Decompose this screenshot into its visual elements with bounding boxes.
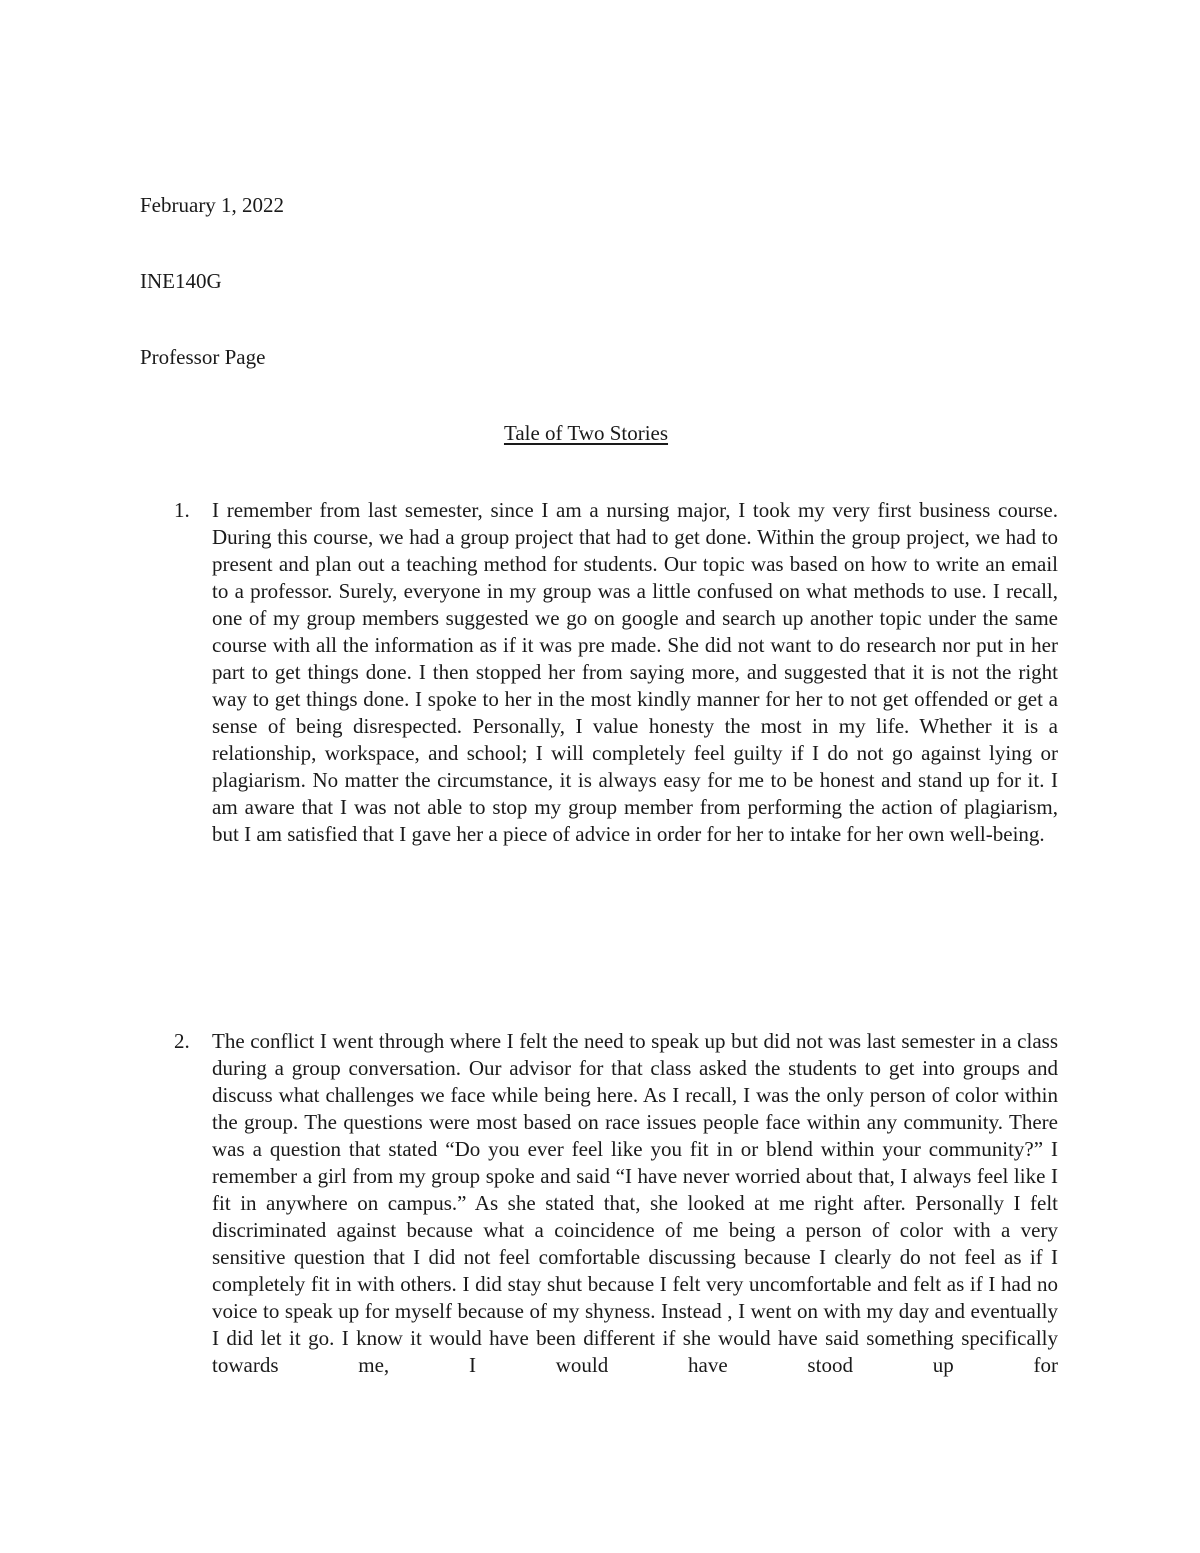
course-code: INE140G <box>140 269 222 293</box>
date-line: February 1, 2022 <box>140 193 285 217</box>
list-item-text: I remember from last semester, since I am a nursing major, I took my very first business course. During this course, we had a group project that had to get done. Within the group project, we had to present and plan out a teaching method for students. Our topic was based on how to write an email to a professor. Surely, everyone in my group was a little confused on what methods to use. I recall, one of my group members suggested we go on google and search up another topic under the same course with all the information as if it was pre made. She did not want to do research nor put in her part to get things done. I then stopped her from saying more, and suggested that it is not the right way to get things done. I spoke to her in the most kindly manner for her to not get offended or get a sense of being disrespected. Personally, I value honesty the most in my life. Whether it is a relationship, workspace, and school; I will completely feel guilty if I do not go against lying or plagiarism. No matter the circumstance, it is always easy for me to be honest and stand up for it. I am aware that I was not able to stop my group member from performing the action of plagiarism, but I am satisfied that I gave her a piece of advice in order for her to intake for her own well-being. <box>212 498 1058 846</box>
professor-name: Professor Page <box>140 345 266 369</box>
list-item-number: 1. <box>174 498 190 522</box>
list-item-number: 2. <box>174 1029 190 1053</box>
list-item-text: The conflict I went through where I felt the need to speak up but did not was last semester in a class during a group conversation. Our advisor for that class asked the students to get into groups and discuss what challenges we face while being here. As I recall, I was the only person of color within the group. The questions were most based on race issues people face within any community. There was a question that stated “Do you ever feel like you fit in or blend within your community?” I remember a girl from my group spoke and said “I have never worried about that, I always feel like I fit in anywhere on campus.” As she stated that, she looked at me right after. Personally I felt discriminated against because what a coincidence of me being a person of color with a very sensitive question that I did not feel comfortable discussing because I clearly do not feel as if I completely fit in with others. I did stay shut because I felt very uncomfortable and felt as if I had no voice to speak up for myself because of my shyness. Instead , I went on with my day and eventually I did let it go. I know it would have been different if she would have said something specifically towards me, I would have stood up for <box>212 1029 1058 1377</box>
document-title: Tale of Two Stories <box>503 421 669 445</box>
